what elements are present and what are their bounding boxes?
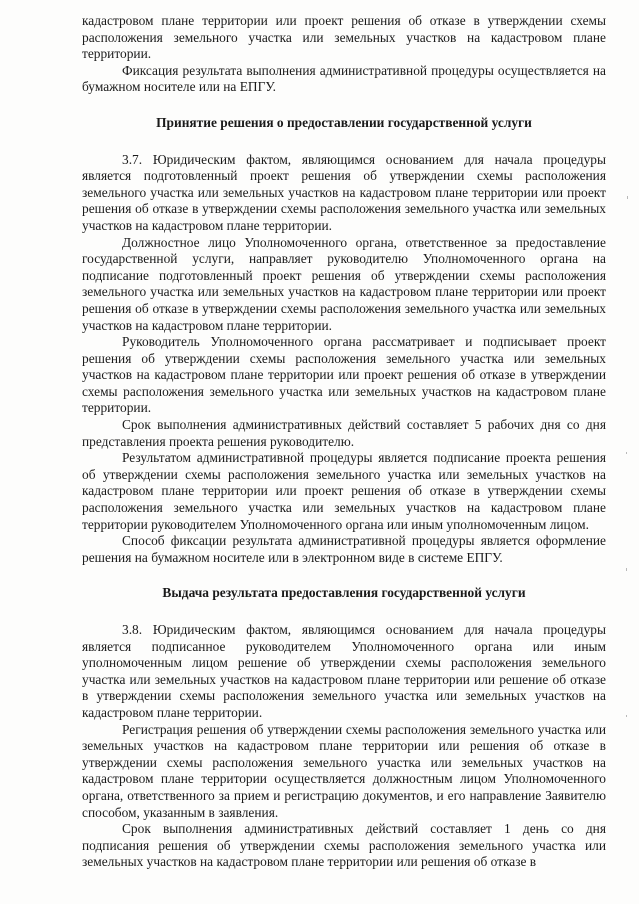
paragraph-result-signing: Результатом административной процедуры является подписание проекта решения об утверждении схемы расположения земельного участка или земельных участков на кадастровом плане территории или проект решения об отказе в утверждении схемы расположения земельного участка или земельных участков на кадастровом плане территории руководителем Уполномоченного органа или иным уполномоченным лицом.: [82, 450, 606, 532]
scan-speck: [626, 452, 627, 454]
paragraph-fixation: Фиксация результата выполнения административной процедуры осуществляется на бумажном носителе или на ЕПГУ.: [82, 62, 606, 95]
paragraph-3-8: 3.8. Юридическим фактом, являющимся основанием для начала процедуры является подписанное руководителем Уполномоченного органа или иным уполномоченным лицом решение об утверждении схемы расположения земельного участка или земельных участков на кадастровом плане территории или решение об отказе в утверждении схемы расположения земельного участка или земельных участков на кадастровом плане территории.: [82, 622, 606, 720]
section-heading-issuance: Выдача результата предоставления государственной услуги: [162, 585, 526, 601]
paragraph-fixation-method: Способ фиксации результата административной процедуры является оформление решения на бумажном носителе или в электронном виде в системе ЕПГУ.: [82, 533, 606, 565]
paragraph-official-submits: Должностное лицо Уполномоченного органа, ответственное за предоставление государственной услуги, направляет руководителю Уполномоченного органа на подписание подготовленный проект решения об утверждении схемы расположения земельного участка или земельных участков на кадастровом плане территории или проект решения об отказе в утверждении схемы расположения земельного участка или земельных участков на кадастровом плане территории.: [82, 234, 606, 333]
section-heading-decision: Принятие решения о предоставлении государственной услуги: [156, 114, 532, 130]
scan-speck: [626, 715, 627, 717]
paragraph-term-1-day: Срок выполнения административных действий составляет 1 день со дня подписания решения об утверждении схемы расположения земельного участка или земельных участков на кадастровом плане территории или решения об отказе в: [82, 821, 606, 870]
paragraph-3-7: 3.7. Юридическим фактом, являющимся основанием для начала процедуры является подготовленный проект решения об утверждении схемы расположения земельного участка или земельных участков на кадастровом плане территории или проект решения об отказе в утверждении схемы расположения земельного участка или земельных участков на кадастровом плане территории.: [82, 151, 606, 233]
paragraph-continuation: кадастровом плане территории или проект решения об отказе в утверждении схемы расположения земельного участка или земельных участков на кадастровом плане территории.: [82, 13, 606, 62]
paragraph-term-5-days: Срок выполнения административных действий составляет 5 рабочих дня со дня представления проекта решения руководителю.: [82, 417, 606, 449]
paragraph-head-signs: Руководитель Уполномоченного органа рассматривает и подписывает проект решения об утверждении схемы расположения земельного участка или земельных участков на кадастровом плане территории или проект решения об отказе в утверждении схемы расположения земельного участка или земельных участков на кадастровом плане территории.: [82, 334, 606, 416]
paragraph-registration: Регистрация решения об утверждении схемы расположения земельного участка или земельных участков на кадастровом плане территории или решения об отказе в утверждении схемы расположения земельного участка или земельных участков на кадастровом плане территории осуществляется должностным лицом Уполномоченного органа, ответственного за прием и регистрацию документов, и его направление Заявителю способом, указанным в заявления.: [82, 721, 606, 820]
scan-speck: [627, 196, 628, 199]
scan-speck: [626, 568, 627, 571]
document-body: [82, 13, 606, 871]
